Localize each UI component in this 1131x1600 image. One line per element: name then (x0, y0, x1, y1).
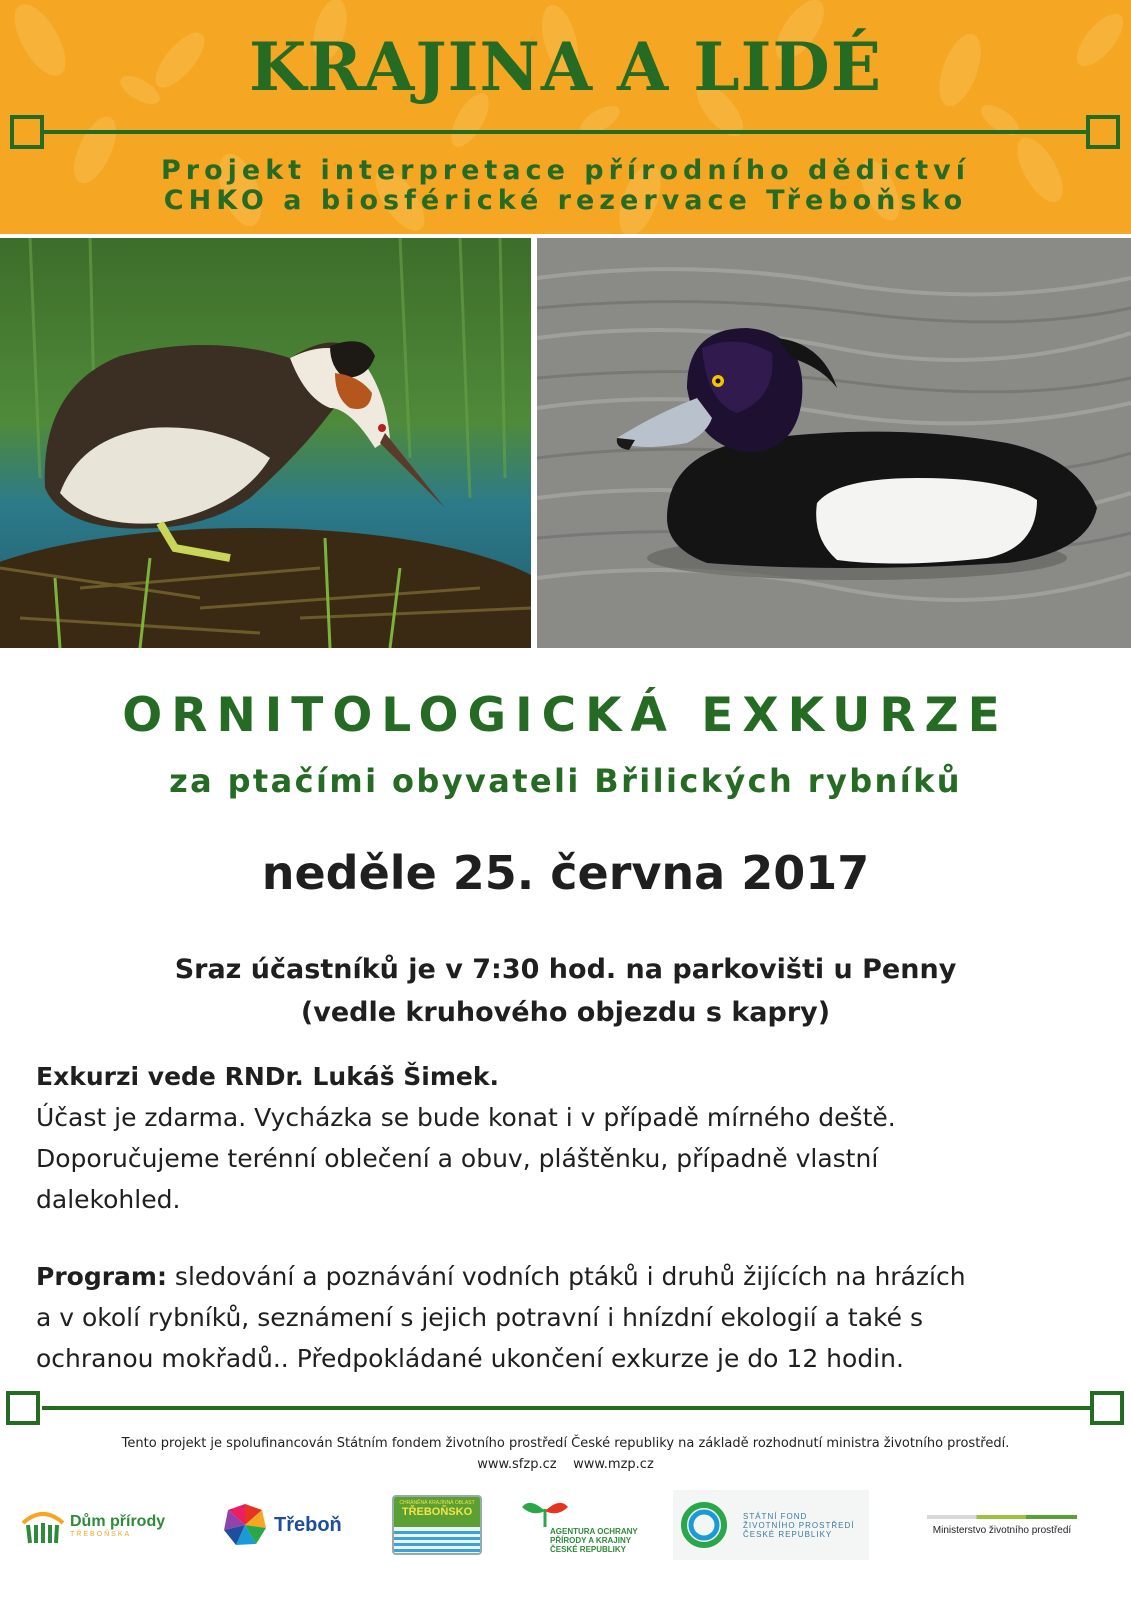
photo-grebe (0, 238, 531, 648)
program-line1-text: sledování a poznávání vodních ptáků i druhů žijících na hrázích (166, 1262, 966, 1291)
chko-water-lines (394, 1531, 480, 1553)
meeting-info (0, 948, 1131, 1034)
trebon-pinwheel-icon (222, 1502, 268, 1548)
logo-dum-prirody[interactable] (20, 1490, 180, 1560)
sfzp-line2: ŽIVOTNÍHO PROSTŘEDÍ (743, 1520, 855, 1530)
project-subtitle-line1: Projekt interpretace přírodního dědictví (160, 155, 971, 186)
program-section (36, 1256, 1096, 1379)
mzp-stripe (927, 1515, 1077, 1519)
dum-prirody-icon (20, 1505, 66, 1545)
logo-mzp[interactable] (922, 1490, 1082, 1560)
dum-prirody-name: Dům přírody (70, 1512, 166, 1530)
project-subtitle-line2: CHKO a biosférické rezervace Třeboňsko (163, 185, 968, 216)
photo-tufted-duck (537, 238, 1131, 648)
trebon-name: Třeboň (274, 1513, 342, 1536)
dum-prirody-sub: TŘEBOŇSKA (70, 1530, 132, 1538)
duck-illustration (537, 238, 1131, 648)
aopk-line3: ČESKÉ REPUBLIKY (550, 1544, 627, 1554)
header-rule-right-square (1086, 115, 1120, 149)
sfzp-circle-icon (679, 1500, 729, 1550)
aopk-plant-icon (520, 1497, 570, 1527)
program-line1 (36, 1256, 1096, 1297)
header-rule (42, 130, 1090, 134)
header-rule-left-square (10, 115, 44, 149)
footer-rule-left-square (6, 1391, 40, 1425)
details-line1: Účast je zdarma. Vycházka se bude konat i v případě mírného deště. (36, 1103, 896, 1132)
footer-note (0, 1433, 1131, 1475)
logo-trebon[interactable] (222, 1490, 352, 1560)
program-line3: ochranou mokřadů.. Předpokládané ukončení exkurze je do 12 hodin. (36, 1344, 904, 1373)
event-details (36, 1056, 1096, 1220)
footer-rule (42, 1406, 1090, 1410)
chko-name: TŘEBOŇSKO (401, 1506, 473, 1518)
funding-note: Tento projekt je spolufinancován Státním fondem životního prostředí České republiky na základě rozhodnutí ministra životního prostředí. (121, 1436, 1010, 1451)
meeting-line1: Sraz účastníků je v 7:30 hod. na parkovišti u Penny (174, 954, 957, 985)
logo-chko-trebonsko[interactable] (392, 1490, 484, 1560)
grebe-illustration (0, 238, 531, 648)
event-date: neděle 25. června 2017 (261, 846, 870, 900)
event-title: ORNITOLOGICKÁ EXKURZE (122, 688, 1009, 743)
program-line2: a v okolí rybníků, seznámení s jejich potravní i hnízdní ekologií a také s (36, 1303, 923, 1332)
chko-top-band (394, 1497, 480, 1527)
aopk-line2: PŘÍRODY A KRAJINY (550, 1535, 632, 1545)
sfzp-line1: STÁTNÍ FOND (743, 1511, 808, 1521)
leader-line: Exkurzi vede RNDr. Lukáš Šimek. (36, 1062, 499, 1091)
aopk-line1: AGENTURA OCHRANY (550, 1526, 638, 1536)
sfzp-line3: ČESKÉ REPUBLIKY (743, 1529, 833, 1539)
footer-rule-right-square (1090, 1391, 1124, 1425)
details-line2: Doporučujeme terénní oblečení a obuv, pláštěnku, případně vlastní (36, 1144, 879, 1173)
event-subtitle: za ptačími obyvateli Břilických rybníků (169, 762, 962, 800)
program-label: Program: (36, 1262, 167, 1291)
header-banner (0, 0, 1131, 234)
footer-links: www.sfzp.cz www.mzp.cz (477, 1457, 654, 1472)
chko-badge (392, 1495, 482, 1555)
meeting-line2: (vedle kruhového objezdu s kapry) (300, 997, 831, 1028)
chko-top-text: CHRÁNĚNÁ KRAJINNÁ OBLAST (399, 1500, 475, 1506)
project-title: KRAJINA A LIDÉ (248, 28, 883, 106)
mzp-name: Ministerstvo životního prostředí (932, 1524, 1072, 1536)
logo-sfzp[interactable] (673, 1490, 869, 1560)
details-line3: dalekohled. (36, 1185, 181, 1214)
logo-aopk[interactable] (520, 1490, 640, 1560)
